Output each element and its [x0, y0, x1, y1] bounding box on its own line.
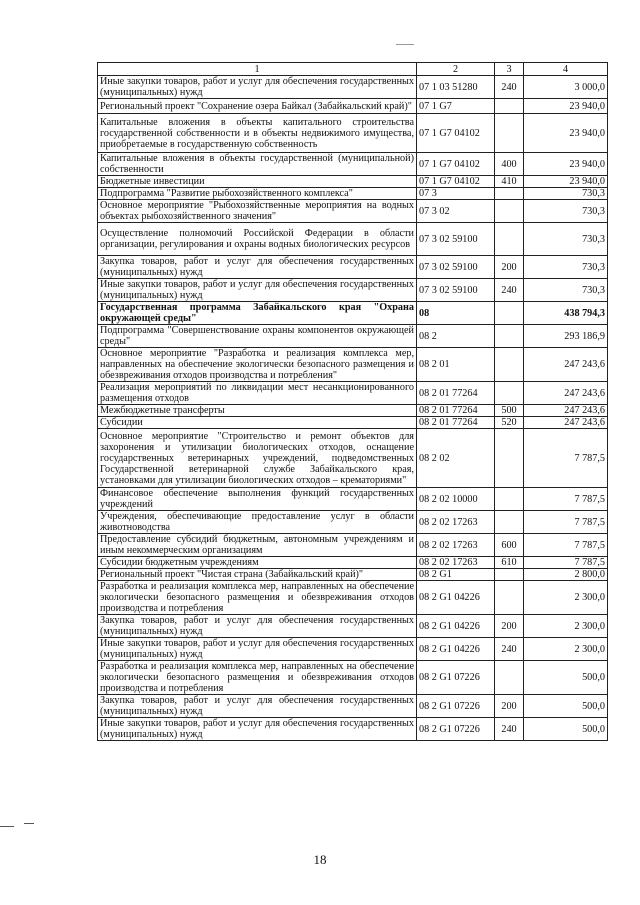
table-row: [98, 200, 608, 223]
row-code: 08 2 G1: [417, 569, 495, 581]
table-row: [98, 488, 608, 511]
table-row: [98, 76, 608, 99]
header-col-type: 3: [495, 63, 524, 76]
row-type: [495, 302, 524, 325]
row-code: 08 2 02 17263: [417, 557, 495, 569]
row-code: 08 2 01 77264: [417, 417, 495, 429]
row-type: [495, 569, 524, 581]
table-row: [98, 382, 608, 405]
row-code: 07 1 G7 04102: [417, 153, 495, 176]
row-sum: 247 243,6: [524, 382, 608, 405]
row-sum: 293 186,9: [524, 325, 608, 348]
table-header-row: [98, 63, 608, 76]
table-body: [98, 76, 608, 741]
scan-artifact: [0, 826, 14, 827]
table-row: [98, 511, 608, 534]
row-code: 08 2 02 17263: [417, 534, 495, 557]
row-code: 07 3 02 59100: [417, 256, 495, 279]
row-type: 520: [495, 417, 524, 429]
row-type: [495, 488, 524, 511]
row-type: 240: [495, 76, 524, 99]
row-name: Предоставление субсидий бюджетным, автономным учреждениям и иным некоммерческим организациям: [98, 534, 417, 557]
row-type: 200: [495, 615, 524, 638]
row-name: Региональный проект "Сохранение озера Байкал (Забайкальский край)": [98, 99, 417, 114]
row-name: Учреждения, обеспечивающие предоставление услуг в области животноводства: [98, 511, 417, 534]
row-sum: 2 300,0: [524, 581, 608, 615]
row-type: 200: [495, 695, 524, 718]
row-code: 07 1 G7 04102: [417, 114, 495, 153]
row-name: Финансовое обеспечение выполнения функций государственных учреждений: [98, 488, 417, 511]
row-type: 610: [495, 557, 524, 569]
row-type: 200: [495, 256, 524, 279]
table-row: [98, 325, 608, 348]
row-sum: 2 800,0: [524, 569, 608, 581]
row-sum: 730,3: [524, 188, 608, 200]
row-name: Подпрограмма "Развитие рыбохозяйственного комплекса": [98, 188, 417, 200]
row-type: 240: [495, 718, 524, 741]
row-sum: 23 940,0: [524, 176, 608, 188]
table-row: [98, 405, 608, 417]
row-type: [495, 348, 524, 382]
row-code: 08 2 01: [417, 348, 495, 382]
row-name: Капитальные вложения в объекты капитального строительства государственной собственности и в объекты недвижимого имущества, приобретаемые в государственную собственность: [98, 114, 417, 153]
row-type: [495, 114, 524, 153]
row-name: Межбюджетные трансферты: [98, 405, 417, 417]
header-col-code: 2: [417, 63, 495, 76]
row-sum: 7 787,5: [524, 511, 608, 534]
row-name: Разработка и реализация комплекса мер, направленных на обеспечение экологически безопасного размещения и обезвреживания отходов производства и потребления: [98, 581, 417, 615]
row-type: [495, 325, 524, 348]
row-name: Основное мероприятие "Строительство и ремонт объектов для захоронения и утилизации биологических отходов, оснащение государственных ветеринарных учреждений, подведомственных Государственной ветеринарной службе Забайкальского края, установками для утилизации биологических отходов – крематориями": [98, 429, 417, 488]
row-code: 08 2 02: [417, 429, 495, 488]
budget-table: [97, 62, 608, 741]
row-name: Закупка товаров, работ и услуг для обеспечения государственных (муниципальных) нужд: [98, 695, 417, 718]
row-sum: 438 794,3: [524, 302, 608, 325]
table-row: [98, 188, 608, 200]
table-row: [98, 661, 608, 695]
table-row: [98, 99, 608, 114]
table-row: [98, 153, 608, 176]
page-number: 18: [313, 852, 327, 867]
row-name: Иные закупки товаров, работ и услуг для обеспечения государственных (муниципальных) нужд: [98, 76, 417, 99]
table-row: [98, 557, 608, 569]
row-sum: 500,0: [524, 661, 608, 695]
row-sum: 730,3: [524, 256, 608, 279]
row-sum: 500,0: [524, 718, 608, 741]
row-sum: 23 940,0: [524, 114, 608, 153]
table-row: [98, 581, 608, 615]
table-row: [98, 279, 608, 302]
row-type: [495, 188, 524, 200]
row-type: 500: [495, 405, 524, 417]
row-type: 600: [495, 534, 524, 557]
row-type: [495, 581, 524, 615]
row-type: [495, 511, 524, 534]
row-type: [495, 429, 524, 488]
row-name: Субсидии бюджетным учреждениям: [98, 557, 417, 569]
row-name: Иные закупки товаров, работ и услуг для обеспечения государственных (муниципальных) нужд: [98, 718, 417, 741]
row-code: 07 3 02: [417, 200, 495, 223]
row-sum: 23 940,0: [524, 153, 608, 176]
table-row: [98, 534, 608, 557]
row-code: 08 2 G1 04226: [417, 581, 495, 615]
row-code: 08 2 G1 04226: [417, 615, 495, 638]
row-name: Основное мероприятие "Рыбохозяйственные мероприятия на водных объектах рыбохозяйственного значения": [98, 200, 417, 223]
row-type: 240: [495, 279, 524, 302]
row-type: [495, 99, 524, 114]
table-row: [98, 638, 608, 661]
row-name: Осуществление полномочий Российской Федерации в области организации, регулирования и охраны водных биологических ресурсов: [98, 223, 417, 256]
row-code: 08 2 02 10000: [417, 488, 495, 511]
row-name: Основное мероприятие "Разработка и реализация комплекса мер, направленных на обеспечение экологически безопасного размещения и обезвреживания отходов производства и потребления": [98, 348, 417, 382]
row-sum: 2 300,0: [524, 638, 608, 661]
row-sum: 7 787,5: [524, 534, 608, 557]
scan-artifact: [396, 44, 414, 45]
row-name: Закупка товаров, работ и услуг для обеспечения государственных (муниципальных) нужд: [98, 256, 417, 279]
row-code: 08 2: [417, 325, 495, 348]
row-code: 08 2 01 77264: [417, 405, 495, 417]
row-code: 08 2 G1 04226: [417, 638, 495, 661]
table-row: [98, 176, 608, 188]
row-name: Субсидии: [98, 417, 417, 429]
row-name: Бюджетные инвестиции: [98, 176, 417, 188]
row-sum: 247 243,6: [524, 405, 608, 417]
row-code: 08 2 01 77264: [417, 382, 495, 405]
table-row: [98, 718, 608, 741]
row-sum: 23 940,0: [524, 99, 608, 114]
row-sum: 247 243,6: [524, 417, 608, 429]
row-code: 07 1 03 51280: [417, 76, 495, 99]
row-sum: 500,0: [524, 695, 608, 718]
row-code: 08 2 02 17263: [417, 511, 495, 534]
row-code: 08: [417, 302, 495, 325]
row-name: Разработка и реализация комплекса мер, направленных на обеспечение экологически безопасного размещения и обезвреживания отходов производства и потребления: [98, 661, 417, 695]
table-row: [98, 569, 608, 581]
row-type: [495, 661, 524, 695]
row-name: Реализация мероприятий по ликвидации мест несанкционированного размещения отходов: [98, 382, 417, 405]
row-sum: 7 787,5: [524, 429, 608, 488]
header-col-sum: 4: [524, 63, 608, 76]
row-name: Иные закупки товаров, работ и услуг для обеспечения государственных (муниципальных) нужд: [98, 279, 417, 302]
row-code: 07 3 02 59100: [417, 279, 495, 302]
table-row: [98, 615, 608, 638]
row-sum: 7 787,5: [524, 557, 608, 569]
table-row: [98, 223, 608, 256]
row-code: 07 1 G7: [417, 99, 495, 114]
row-name: Государственная программа Забайкальского края "Охрана окружающей среды": [98, 302, 417, 325]
row-sum: 3 000,0: [524, 76, 608, 99]
row-type: 240: [495, 638, 524, 661]
row-type: 410: [495, 176, 524, 188]
row-sum: 2 300,0: [524, 615, 608, 638]
row-type: [495, 223, 524, 256]
table-row: [98, 302, 608, 325]
table-row: [98, 256, 608, 279]
row-code: 07 1 G7 04102: [417, 176, 495, 188]
row-name: Закупка товаров, работ и услуг для обеспечения государственных (муниципальных) нужд: [98, 615, 417, 638]
row-type: 400: [495, 153, 524, 176]
row-name: Капитальные вложения в объекты государственной (муниципальной) собственности: [98, 153, 417, 176]
row-sum: 730,3: [524, 223, 608, 256]
row-code: 07 3 02 59100: [417, 223, 495, 256]
row-code: 08 2 G1 07226: [417, 661, 495, 695]
table-row: [98, 417, 608, 429]
table-row: [98, 348, 608, 382]
row-code: 08 2 G1 07226: [417, 718, 495, 741]
header-col-name: 1: [98, 63, 417, 76]
row-sum: 730,3: [524, 279, 608, 302]
table-row: [98, 114, 608, 153]
row-name: Иные закупки товаров, работ и услуг для обеспечения государственных (муниципальных) нужд: [98, 638, 417, 661]
row-code: 08 2 G1 07226: [417, 695, 495, 718]
scan-artifact: [24, 823, 34, 824]
row-type: [495, 200, 524, 223]
table-row: [98, 429, 608, 488]
row-sum: 7 787,5: [524, 488, 608, 511]
row-type: [495, 382, 524, 405]
row-sum: 730,3: [524, 200, 608, 223]
row-name: Подпрограмма "Совершенствование охраны компонентов окружающей среды": [98, 325, 417, 348]
row-name: Региональный проект "Чистая страна (Забайкальский край)": [98, 569, 417, 581]
row-code: 07 3: [417, 188, 495, 200]
table-row: [98, 695, 608, 718]
row-sum: 247 243,6: [524, 348, 608, 382]
